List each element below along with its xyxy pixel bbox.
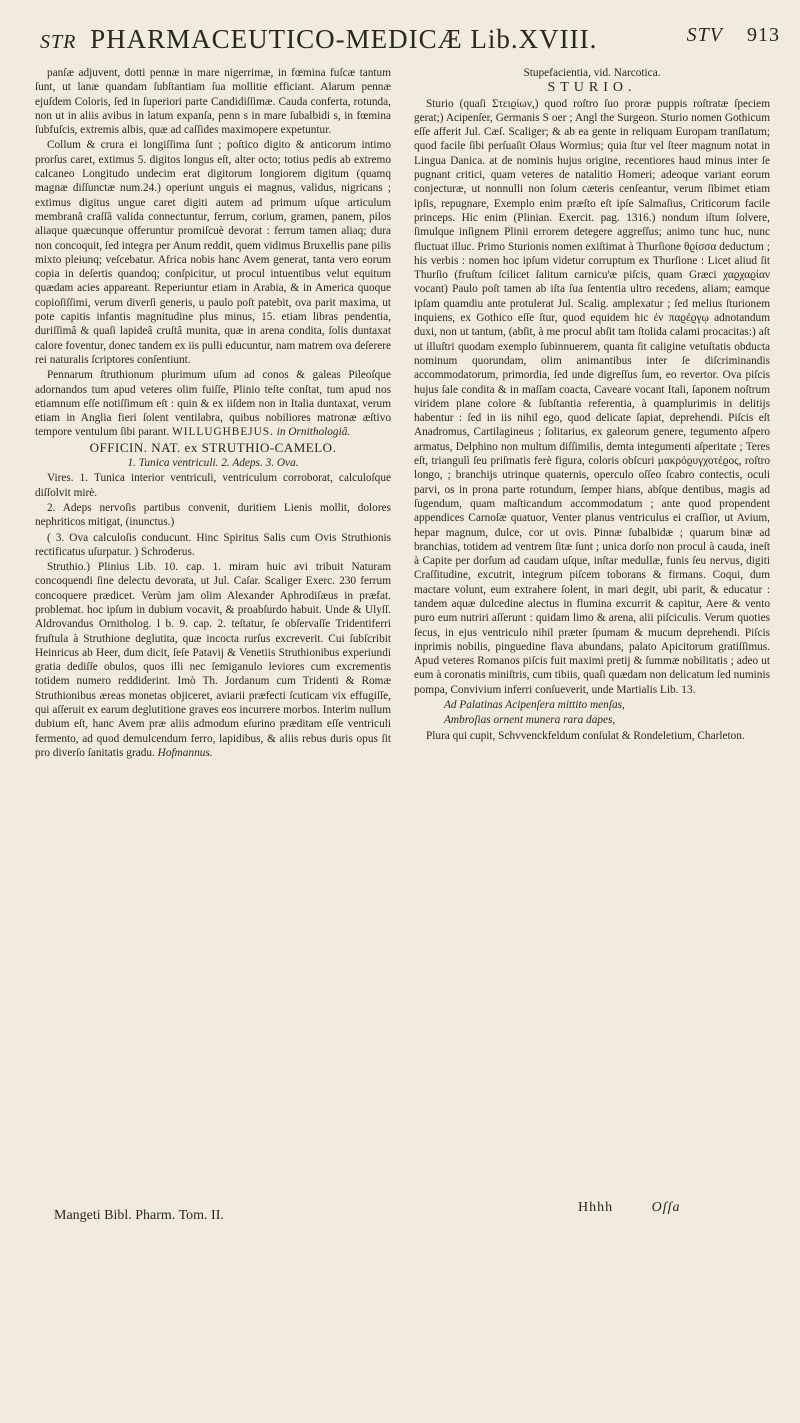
paragraph: panſæ adjuvent, dotti pennæ in mare nigerrimæ, in fœmina fuſcæ tantum ſunt, ut lanæ quandam ſubſtantiam ſua mollitie efficiant. Alarum pennæ ejuſdem Coloris, ſed in ſuperiori parte Candidiſſimæ. Cauda conferta, rotunda, non ut in aliis avibus in latum expanſa, penn s in mare ſubalbidi s, in fœmina ſubfuſcis, extremis albis, quæ ad caſſides maximopere expetuntur. [35,67,391,137]
footer-signature [578,1200,681,1216]
paragraph: Collum & crura ei longiſſima ſunt ; poſtico digito & anticorum intimo prorſus caret, extimus 5. digitos longus eſt, alter octo; totius pedis ab extremo calcaneo Longitudo undecim erat digitorum longiorem digitum (quamq magnæ diſſunctæ num.24.) operiunt unguis ei magnus, validus, nigricans ; extimus digitus ungue caret digiti autem ad primum uſque articulum membranâ craſſâ valida connectuntur, ferrum, corium, gramen, panem, pilos aliaque quæcunque offeruntur promiſcuè devorat : ferrum tamen aliaq; dura non concoquit, ſed integra per Anum reddit, quem vidimus Bruxellis pane pilis mixto pleiunq; veſcebatur. Africa nobis hanc Avem generat, tanta vero eorum copia in deſertis quandoq; conſpicitur, ut procul intuentibus velut equitum quædam acies appareant. Reperiuntur etiam in Arabia, & in America quoque copioſiſſimi, verum diverſi generis, u paulo poſt patebit, ova parit maxima, ut pote capitis infantis magnitudine plus minus, 15. etiam libras pendentia, duriſſimâ & quaſi lapideâ cruſtâ munita, quæ in arena condita, ſolis duntaxat calore foventur, donec tandem ex iis pulli educuntur, nam matrem ova deſerere rei naturalis ſcriptores conſentiunt. [35,139,391,366]
book-reference: in Ornithologiâ. [276,426,351,439]
author-name: Hofmannus. [157,746,213,759]
paragraph: Sturio (quaſi Στειϱίων,) quod roſtro ſuo proræ puppis roſtratæ ſpeciem gerat;) Acipenſer, Germanis S oer ; Angl the Surgeon. Sturio nomen Gothicum eſſe afferit Jul. Cæſ. Scaliger; & ab ea gente in reliquam Europam tranſlatum; quod facile ſibi perſuaſit Olaus Wormius; quia ſtur vel ſteer magnum notat in Lingua Danica. at de nominis hujus origine, recentiores haud minus inter ſe pugnant critici, quam veteres de natalitio Homeri; adeoque variant eorum conjecturæ, ut nonnulli non ſolum cæteris cenſeantur, verum ſibimet etiam ipſis, repugnare, Exemplo enim præſto eſt ipſe Salmaſius, Criticorum facile princeps. Hic enim (Plinian. Exercit. pag. 1316.) nondum iſtum ſolvere, ſimulque inſignem Plinii errorem detegere aggreſſus; animo tunc huc, nunc fluctuat illuc. Primo Sturionis nomen exiſtimat à Thurſione θϱίσσα deductum ; his verbis : nomen hoc ipſum videtur corruptum ex Thurſione : Licet aliud ſit Thurſio (fruſtum ſcilicet ſalitum carnicu'æ piſcis, quam Græci χαϱχαϱίαν vocant) Paulo poſt tamen ab iſta ſua ſententia ultro recedens, aliam; eamque ipſam quamdiu ante protulerat Jul. Scalig. amplexatur ; ſed melius ſturionem inquiens, ex Gothico eſſe ſtur, quod equidem hic ἐν παϱέϱγῳ adnotandum duxi, non ut tantum, (abſit, à me procul abſit tam ſtolida calami procacitas:) aſt ut illuſtri quodam exemplo ſubinnuerem, quanta ſit caligine vetuſtatis obducta nominum quorundam, olim animantibus inter ſe diſcriminandis accommodatorum, primordia, ſed unde digreſſus ſum, eo revertor. Ova piſcis hujus ſale condita & in maſſam coacta, Caveare vocant Itali, ſaponem noſtrum viridem plane colore & ſubſtantia referentia, à quamplurimis in delitijs habentur : ſed in iis nihil ego, quod delicate ſapiat, deprehendi. Piſcis eſt Anadromus, Cartilagineus ; ſolitarius, ex galeorum genere, tegumento aſpero armatus, Delphino non multum diſſimilis, demta integumenti aſperitate ; Teres eſt, triangulì ſeu priſmatis ferè figura, coloris obſcuri μακρόϱυγχοτέϱος, roſtro longo, ; branchijs utrinque quaternis, operculo oſſeo ſcabro contectis, oculi parvi, os in prona parte rotundum, ſemper hians, abſque dentibus, magis ad ſugendum, quam maſticandum accommodatum ; ante quod propendent appendices Carnoſæ quatuor, Venter planus ventriculus ei craſſior, ut Avium, hepar magnum, dulce, cor ut ovis. Pinnæ ſubalbidæ ; quarum binæ ad branchias, totidem ad ventrem ſitæ ſunt ; unica dorſo non procul à cauda, ineſt à Capite per dorſum ad caudam uſque, inſtar medullæ, funis ſeu nervus, digiti Craſſitudine, excutrit, integrum piſcem toborans & firmans. Coqui, dum mactare volunt, eum extrahere ſolent, in mari degit, ubi parit, & educatur : tandem aquæ dulcedine alectus in flumina excurrit & capitur, Aere & vento puro eum nutriri aſſerunt : quidam limo & arena, alii piſciculis. Verum quoties ſecus, in ejus ventriculo nihil præter ſpumam & mucum deprehendi. Piſcis inprimis nobilis, pinguedine flava abundans, palato Apicitorum gratiſſimus. Apud veteres Romanos piſcis fuit maximi pretij & ſummæ nobilitatis ; adeo ut eum à coronatis miniſtris, cum tibiis, quaſi quædam non delicatum ſed numinis pompa, Convivium inferri conſueverit, unde Martialis Lib. 13. [414,97,770,696]
paragraph: 2. Adeps nervoſis partibus convenit, duritiem Lienis mollit, dolores nephriticos mitigat, (inunctus.) [35,501,391,529]
author-name: WILLUGHBEJUS. [172,426,274,439]
right-column [414,66,770,744]
verse-line: Ambroſias ornent munera rara dapes, [444,714,616,727]
paragraph: Struthio.) Plinius Lib. 10. cap. 1. miram huic avi tribuit Naturam concoquendi ſine delectu devorata, ut Jul. Caſar. Scaliger Exerc. 230 ferrum concoquere prædicet. Verùm jam olim Alexander Aphrodiſæus in præfat. problemat. hoc ipſum in dubium vocavit, & proabſurdo habuit. Unde & Ulyſſ. Aldrovandus Ornitholog. l b. 9. cap. 2. teſtatur, ſe obſervaſſe Tridentiferri fruſtula à Struthione deglutita, quæ incocta rurſus excreverit. Cui ſubſcribit Heinricus ab Heer, dum dicit, ſeſe Patavij & Venetiis Struthionibus experiundi gratia dediſſe obulos, quos illi nec ſemiganulo leviores cum excrementis totidem numero reddiderint. Imò Th. Jordanum cum Tridenti & Romæ Struthionibus æreas monetas objiceret, aviarii præfecti ſcuticam vix effugiſſe, qui aſſeruit ex earum deglutitione graves eos incurrere morbos. Interim nullum dubium eſt, hanc Avem præ aliis admodum eſurino præditam eſſe ventriculi fermento, ad quod demulcendum ferro, lapidibus, & aliis rebus duris opus ſit pro diverſo ſanitatis gradu. Hofmannus. [35,561,391,759]
handwritten-note-left: STR [40,31,77,53]
handwritten-note-right: STV [686,24,723,46]
running-header [40,24,780,62]
footer-imprint: Mangeti Bibl. Pharm. Tom. II. [54,1208,224,1223]
section-heading: OFFICIN. NAT. ex STRUTHIO-CAMELO. [89,439,337,455]
page-number: 913 [747,24,780,46]
cross-reference: Stupefacientia, vid. Narcotica. [523,67,661,79]
left-column [35,66,391,761]
paragraph: Vires. 1. Tunica interior ventriculi, ventriculum corroborat, calculoſque diſſolvit mirè. [35,472,391,499]
signature-mark: Hhhh [578,1200,614,1215]
paragraph: Plura qui cupit, Schvvenckfeldum conſulat & Rondeletium, Charleton. [426,729,745,742]
running-title: PHARMACEUTICO-MEDICÆ Lib.XVIII. [90,24,598,54]
paragraph: Pennarum ſtruthionum plurimum uſum ad conos & galeas Pileoſque adornandos tum apud veteres olim fuiſſe, Plinio teſte conſtat, tum apud nos etiamnum eſſe notiſſimum eſt : quin & ex iiſdem non in Italia duntaxat, verum etiam in Anglia fieri ſolent ventilabra, quibus nobiliores matronæ æſtivo tempore ventulum ſibi parant. WILLUGHBEJUS. in Ornithologiâ. [35,369,391,439]
verse-line: Ad Palatinas Acipenſera mittito menſas, [444,699,625,712]
catchword: Oſſa [651,1200,681,1215]
paragraph: ( 3. Ova calculoſis conducunt. Hinc Spiritus Salis cum Ovis Struthionis rectificatus uſurpatur. ) Schroderus. [35,531,391,558]
entry-heading: STURIO. [547,80,637,96]
officinal-list: 1. Tunica ventriculi. 2. Adeps. 3. Ova. [127,457,299,470]
